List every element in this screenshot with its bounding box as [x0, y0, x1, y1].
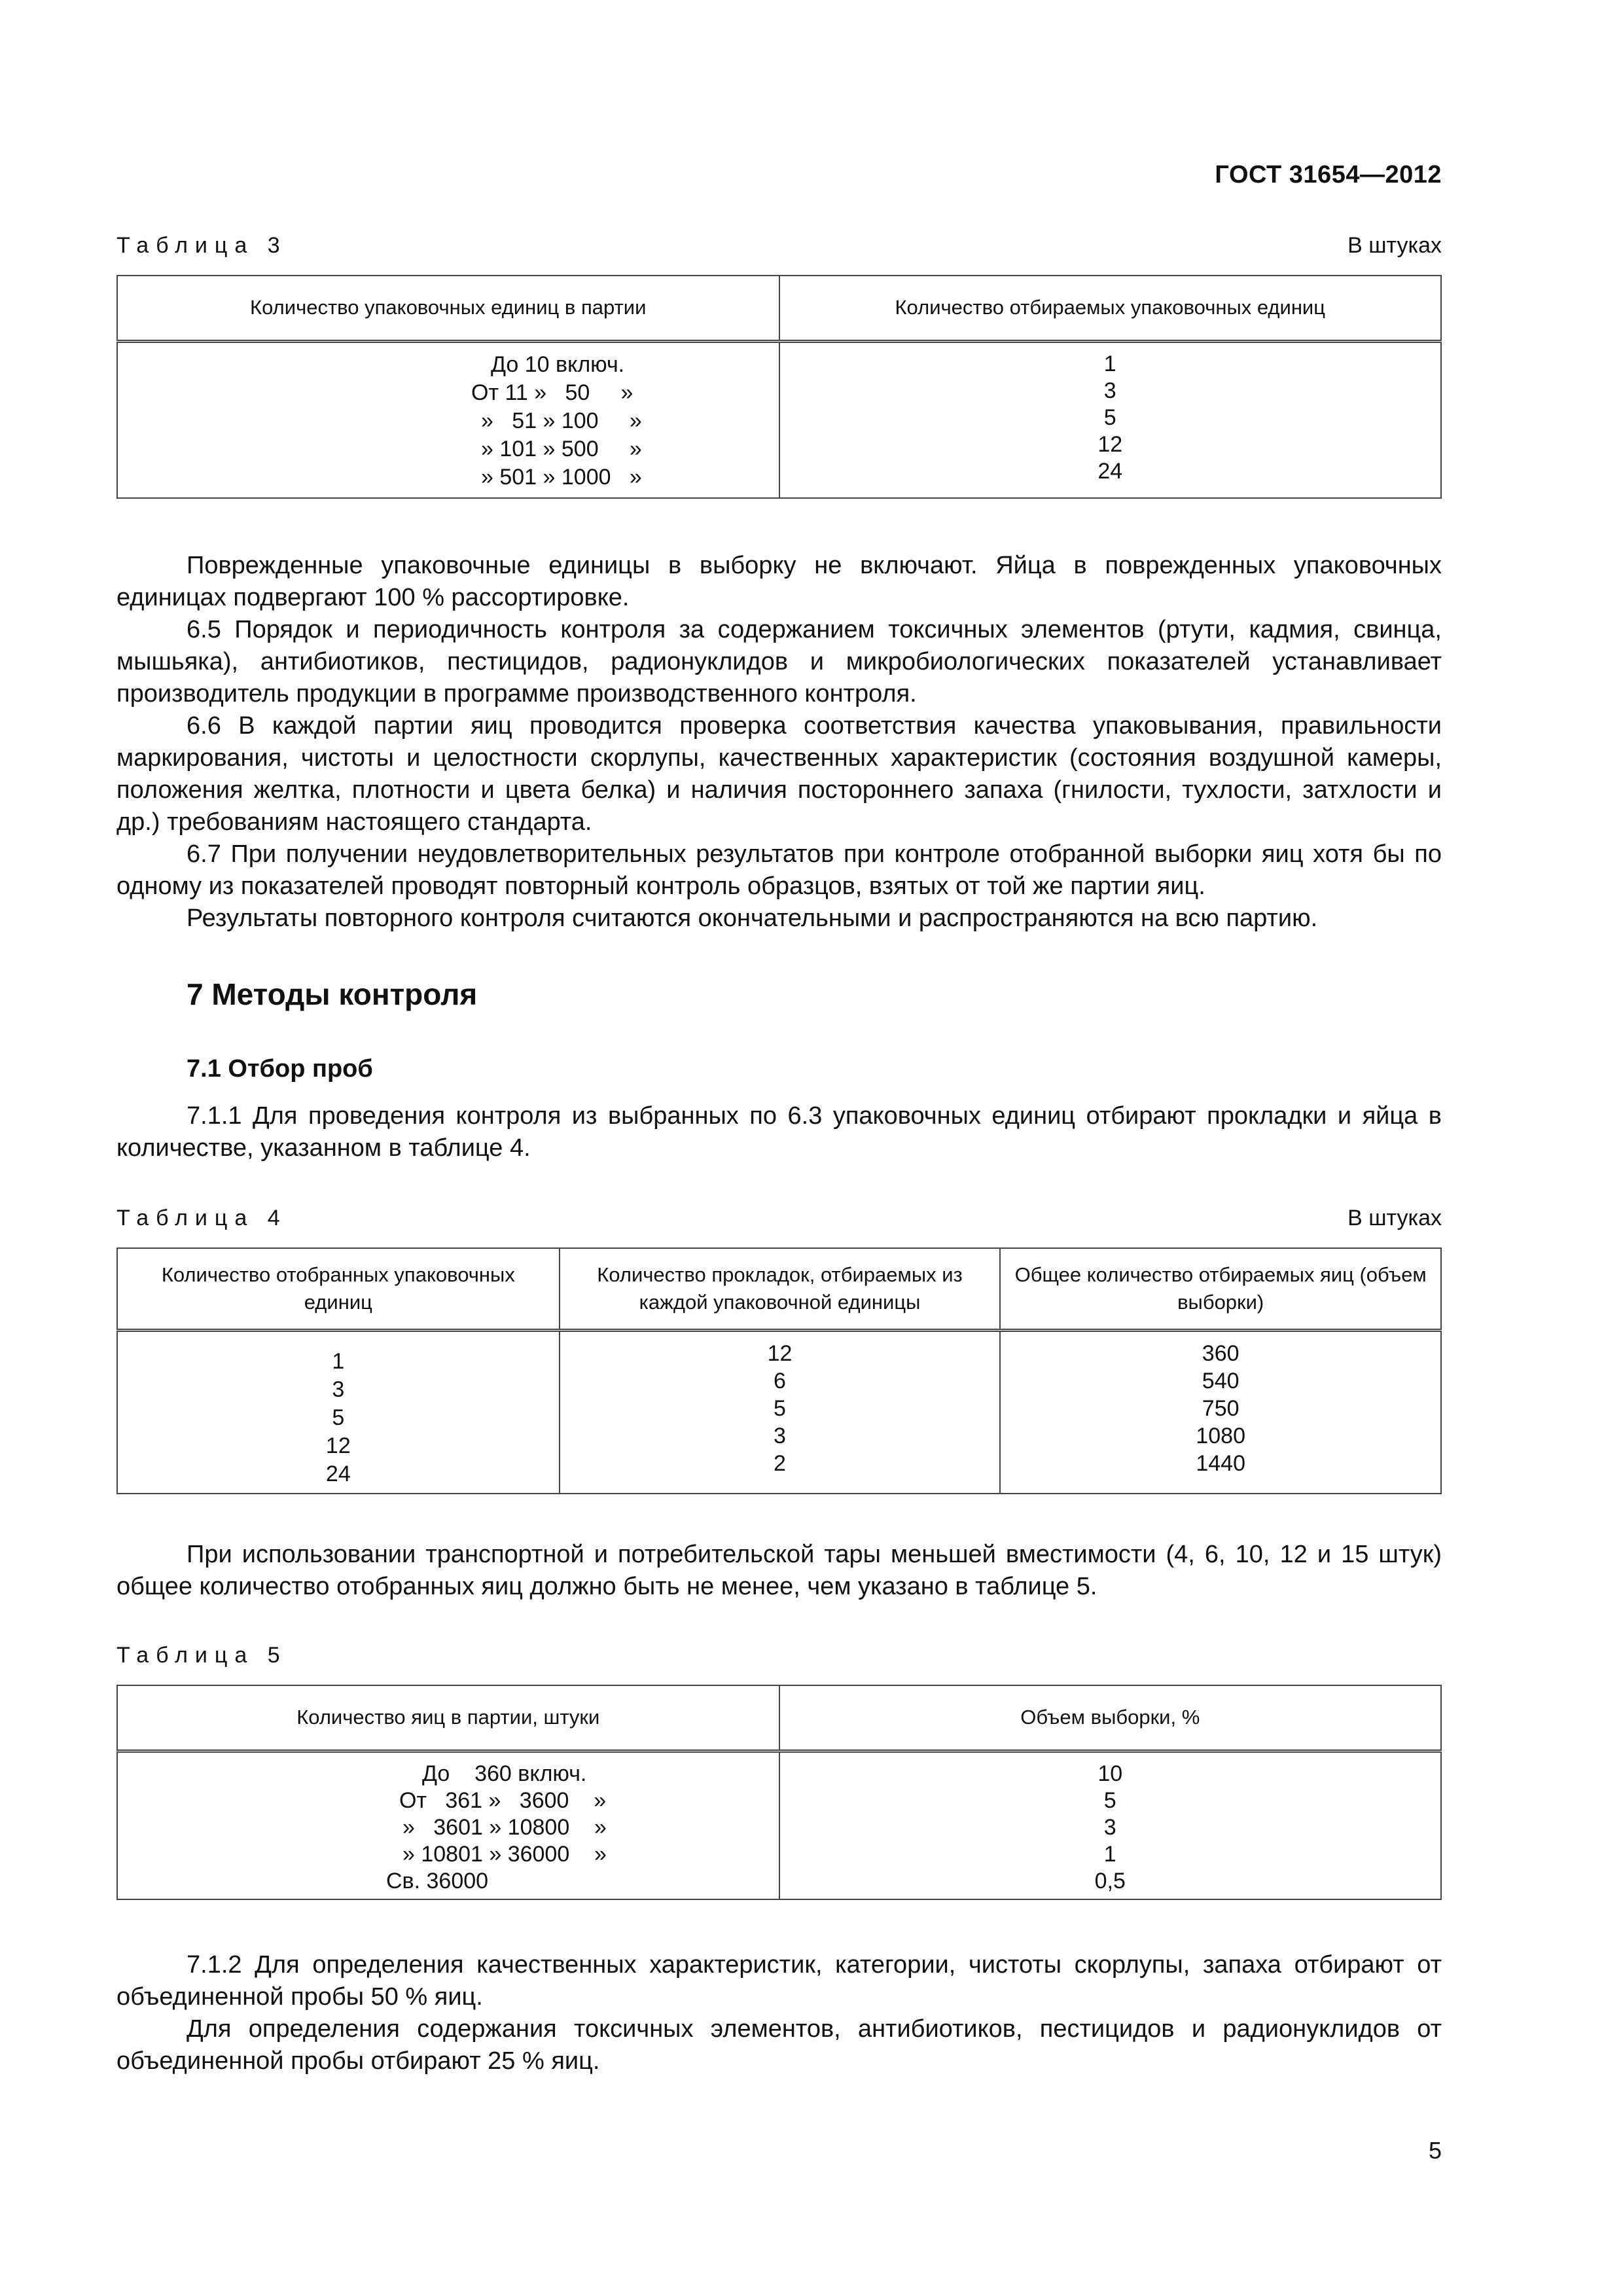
table4-col2-cell — [560, 1330, 1001, 1494]
table5 — [116, 1685, 1442, 1900]
section-7-1-2-text — [116, 1949, 1442, 2077]
table5-header-col2: Объем выборки, % — [779, 1685, 1442, 1751]
table4-row1-col1: 1 — [332, 1348, 345, 1374]
paragraph-6-5: 6.5 Порядок и периодичность контроля за содержанием токсичных элементов (ртути, кадмия, свинца, мышьяка), антибиотиков, пестицидов, радионуклидов и микробиологических показателей устанавливает производитель продукции в программе производственного контроля. — [116, 616, 1442, 708]
table3-header-col2: Количество отбираемых упаковочных единиц — [779, 276, 1442, 341]
table3-row1-col2: 1 — [1103, 351, 1116, 376]
table5-col2-cell — [779, 1751, 1442, 1899]
paragraph-small-containers — [116, 1539, 1442, 1603]
table4-caption: Таблица 4 — [116, 1206, 287, 1230]
table3-row4-col2: 12 — [1097, 431, 1123, 457]
table5-row5-col1: Св. 36000 — [386, 1868, 489, 1893]
table3-caption: Таблица 3 — [116, 233, 287, 258]
table3-row3-col2: 5 — [1103, 404, 1116, 430]
table4-row5-col1: 24 — [325, 1461, 351, 1486]
table5-row5-col2: 0,5 — [1094, 1868, 1126, 1893]
table3 — [116, 275, 1442, 499]
table4-row4-col1: 12 — [325, 1433, 351, 1458]
table4-row3-col1: 5 — [332, 1405, 345, 1430]
table3-row5-col2: 24 — [1097, 458, 1123, 484]
table4-row1-col3: 360 — [1202, 1340, 1240, 1366]
table3-col2-cell — [779, 341, 1442, 498]
table5-row3-col1: » 3601 » 10800 » — [402, 1814, 607, 1840]
table4-header-col1: Количество отобранных упаковочных единиц — [117, 1248, 560, 1330]
table4-row4-col2: 3 — [774, 1423, 786, 1448]
table4-row1-col2: 12 — [767, 1340, 793, 1366]
table4-units: В штуках — [1347, 1206, 1442, 1230]
table3-row3-col1: » 51 » 100 » — [481, 408, 642, 433]
table3-header-col1: Количество упаковочных единиц в партии — [117, 276, 779, 341]
table4-col1-cell — [117, 1330, 560, 1494]
table5-col1-cell — [117, 1751, 779, 1899]
table3-row1-col1: До 10 включ. — [491, 351, 625, 377]
paragraph-6-7: 6.7 При получении неудовлетворительных результатов при контроле отобранной выборки яиц хотя бы по одному из показателей проводят повторный контроль образцов, взятых от той же партии яиц. — [116, 840, 1442, 900]
table4-row5-col3: 1440 — [1196, 1450, 1245, 1476]
table3-col1-cell — [117, 341, 779, 498]
table5-row1-col2: 10 — [1097, 1761, 1123, 1786]
table5-row2-col1: От 361 » 3600 » — [399, 1787, 607, 1813]
table5-row4-col2: 1 — [1103, 1841, 1116, 1867]
table4-row2-col1: 3 — [332, 1376, 345, 1402]
document-number: ГОСТ 31654—2012 — [1215, 161, 1442, 188]
table4-row5-col2: 2 — [774, 1450, 786, 1476]
table5-caption: Таблица 5 — [116, 1643, 287, 1668]
table5-row1-col1: До 360 включ. — [422, 1761, 587, 1786]
paragraph-6-6: 6.6 В каждой партии яиц проводится проверка соответствия качества упаковывания, правильности маркирования, чистоты и целостности скорлупы, качественных характеристик (состояния воздушной камеры, положения желтка, плотности и цвета белка) и наличия постороннего запаха (гнилости, тухлости, затхлости и др.) требованиям настоящего стандарта. — [116, 712, 1442, 836]
table3-row5-col1: » 501 » 1000 » — [481, 464, 642, 490]
subsection-7-1-title: 7.1 Отбор проб — [187, 1055, 373, 1083]
section-7-title: 7 Методы контроля — [187, 977, 478, 1011]
paragraph-7-1-1 — [116, 1100, 1442, 1164]
table3-row4-col1: » 101 » 500 » — [481, 436, 642, 461]
table4-row2-col3: 540 — [1202, 1368, 1240, 1393]
table5-row3-col2: 3 — [1103, 1814, 1116, 1840]
table4-row4-col3: 1080 — [1196, 1423, 1245, 1448]
table3-units: В штуках — [1347, 233, 1442, 258]
table4-col3-cell — [1000, 1330, 1441, 1494]
table4-row3-col2: 5 — [774, 1395, 786, 1421]
table3-row2-col1: От 11 » 50 » — [471, 380, 633, 405]
paragraph-results: Результаты повторного контроля считаются окончательными и распространяются на всю партию. — [187, 905, 1318, 932]
table4-row2-col2: 6 — [774, 1368, 786, 1393]
paragraph-toxic-elements: Для определения содержания токсичных элементов, антибиотиков, пестицидов и радионуклидов от объединенной пробы отбирают 25 % яиц. — [116, 2015, 1442, 2075]
paragraph-7-1-1-text: 7.1.1 Для проведения контроля из выбранных по 6.3 упаковочных единиц отбирают прокладки и яйца в количестве, указанном в таблице 4. — [116, 1102, 1442, 1162]
paragraph-small-containers-text: При использовании транспортной и потребительской тары меньшей вместимости (4, 6, 10, 12 и 15 штук) общее количество отобранных яиц должно быть не менее, чем указано в таблице 5. — [116, 1541, 1442, 1600]
table5-header-col1: Количество яиц в партии, штуки — [117, 1685, 779, 1751]
paragraph-7-1-2: 7.1.2 Для определения качественных характеристик, категории, чистоты скорлупы, запаха отбирают от объединенной пробы 50 % яиц. — [116, 1951, 1442, 2011]
table3-row2-col2: 3 — [1103, 378, 1116, 403]
table5-row4-col1: » 10801 » 36000 » — [402, 1841, 607, 1867]
table4-header-col3: Общее количество отбираемых яиц (объем выборки) — [1000, 1248, 1441, 1330]
paragraph-damaged-units: Поврежденные упаковочные единицы в выборку не включают. Яйца в поврежденных упаковочных единицах подвергают 100 % рассортировке. — [116, 552, 1442, 611]
section6-text — [116, 550, 1442, 935]
table4-header-col2: Количество прокладок, отбираемых из каждой упаковочной единицы — [560, 1248, 1001, 1330]
table5-row2-col2: 5 — [1103, 1787, 1116, 1813]
page-number: 5 — [1428, 2137, 1442, 2164]
table4-row3-col3: 750 — [1202, 1395, 1240, 1421]
table4 — [116, 1247, 1442, 1494]
